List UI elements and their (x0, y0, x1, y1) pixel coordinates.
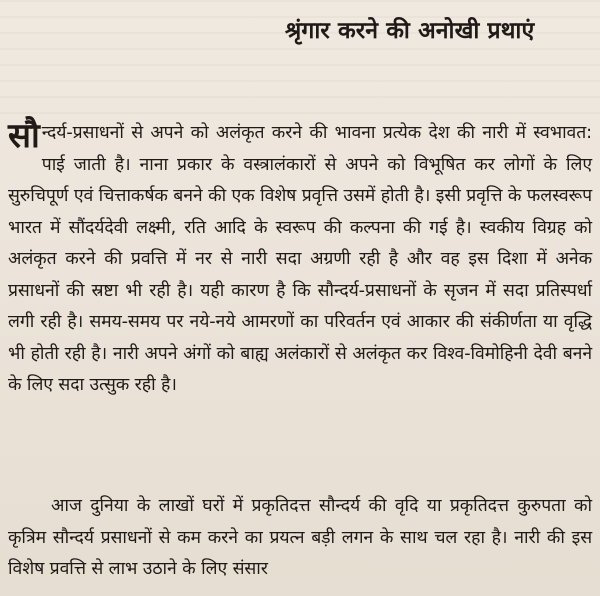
paragraph-2: आज दुनिया के लाखों घरों में प्रकृतिदत्त सौन्दर्य की वृदि या प्रकृतिदत्त कुरुपता को कृत्रिम सौन्दर्य प्रसाधनों से कम करने का प्रयत्न बड़ी लगन के साथ चल रहा है। नारी की इस विशेष प्रवत्ति से लाभ उठाने के लिए संसार (8, 496, 592, 579)
paragraph-1-text: न्दर्य-प्रसाधनों से अपने को अलंकृत करने की भावना प्रत्येक देश की नारी में स्वभावत: पाई जाती है। नाना प्रकार के वस्त्रालंकारों से अपने को विभूषित कर लोगों के लिए सुरुचिपूर्ण एवं चित्ताकर्षक बनने की एक विशेष प्रवृत्ति उसमें होती है। इसी प्रवृत्ति के फलस्वरूप भारत में सौंदर्यदेवी लक्ष्मी, रति आदि के स्वरूप की कल्पना की गई है। स्वकीय विग्रह को अलंकृत करने की प्रवत्ति में नर से नारी सदा अग्रणी रही है और वह इस दिशा में अनेक प्रसाधनों की स्रष्टा भी रही है। यही कारण है कि सौन्दर्य-प्रसाधनों के सृजन में सदा प्रतिस्पर्धा लगी रही है। समय-समय पर नये-नये आमरणों का परिवर्तन एवं आकार की संकीर्णता या वृद्धि भी होती रही है। नारी अपने अंगों को बाह्य अलंकारों से अलंकृत कर विश्व-विमोहिनी देवी बनने के लिए सदा उत्सुक रही है। (8, 123, 592, 395)
drop-cap: सौ (8, 116, 40, 156)
paragraph-1 (8, 118, 592, 402)
article-title: श्रृंगार करने की अनोखी प्रथाएं (285, 18, 535, 44)
